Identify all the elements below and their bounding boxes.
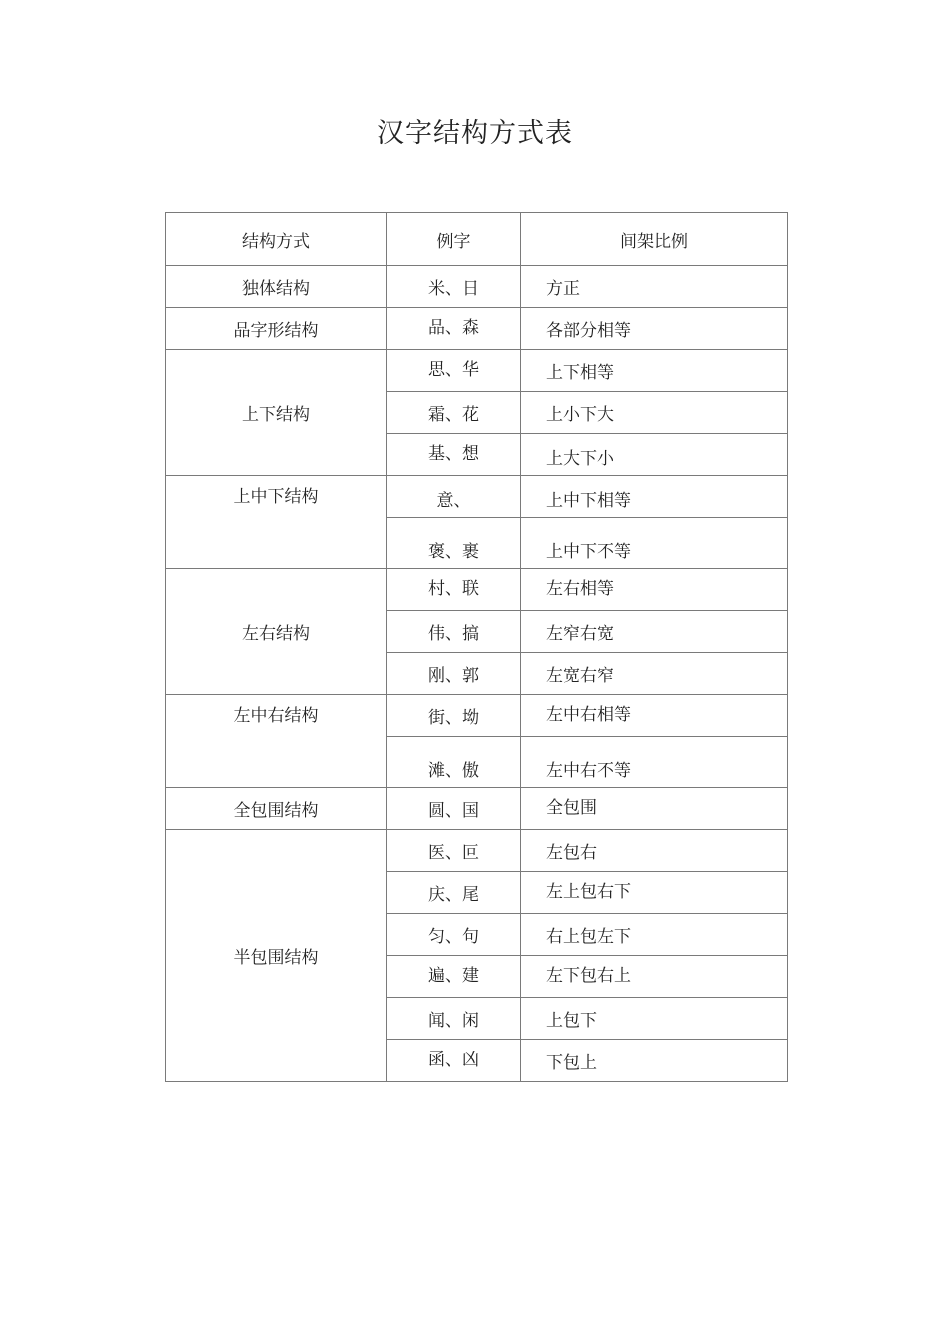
header-structure-type: 结构方式 [166, 213, 387, 266]
examples-cell: 品、森 [387, 308, 521, 350]
structure-type-cell: 独体结构 [166, 266, 387, 308]
structure-type-cell: 全包围结构 [166, 788, 387, 830]
examples-cell: 遍、建 [387, 956, 521, 998]
page-title: 汉字结构方式表 [377, 118, 573, 149]
ratio-cell: 左宽右窄 [521, 653, 788, 695]
header-examples: 例字 [387, 213, 521, 266]
ratio-cell: 上下相等 [521, 350, 788, 392]
examples-cell: 滩、傲 [387, 737, 521, 788]
examples-cell: 街、坳 [387, 695, 521, 737]
ratio-cell: 左下包右上 [521, 956, 788, 998]
table-row [166, 695, 788, 737]
examples-cell: 米、日 [387, 266, 521, 308]
structure-type-cell: 左右结构 [166, 569, 387, 695]
ratio-cell: 全包围 [521, 788, 788, 830]
table-row [166, 788, 788, 830]
table-row [166, 308, 788, 350]
table-row [166, 476, 788, 518]
examples-cell: 村、联 [387, 569, 521, 611]
ratio-cell: 方正 [521, 266, 788, 308]
examples-cell: 闻、闲 [387, 998, 521, 1040]
examples-cell: 圆、国 [387, 788, 521, 830]
structure-type-cell: 半包围结构 [166, 830, 387, 1082]
ratio-cell: 上包下 [521, 998, 788, 1040]
table-row [166, 569, 788, 611]
ratio-cell: 各部分相等 [521, 308, 788, 350]
ratio-cell: 左包右 [521, 830, 788, 872]
ratio-cell: 左右相等 [521, 569, 788, 611]
examples-cell: 医、叵 [387, 830, 521, 872]
table-row [166, 350, 788, 392]
examples-cell: 伟、搞 [387, 611, 521, 653]
examples-cell: 刚、郭 [387, 653, 521, 695]
structure-type-cell: 品字形结构 [166, 308, 387, 350]
ratio-cell: 左中右不等 [521, 737, 788, 788]
header-ratio: 间架比例 [521, 213, 788, 266]
table-row [166, 266, 788, 308]
header-row [166, 213, 788, 266]
ratio-cell: 上中下相等 [521, 476, 788, 518]
examples-cell: 匀、句 [387, 914, 521, 956]
ratio-cell: 下包上 [521, 1040, 788, 1082]
structure-type-cell: 左中右结构 [166, 695, 387, 788]
structure-table [165, 212, 788, 1082]
ratio-cell: 左中右相等 [521, 695, 788, 737]
ratio-cell: 上中下不等 [521, 518, 788, 569]
ratio-cell: 上小下大 [521, 392, 788, 434]
ratio-cell: 右上包左下 [521, 914, 788, 956]
structure-type-cell: 上中下结构 [166, 476, 387, 569]
examples-cell: 函、凶 [387, 1040, 521, 1082]
examples-cell: 思、华 [387, 350, 521, 392]
examples-cell: 霜、花 [387, 392, 521, 434]
examples-cell: 基、想 [387, 434, 521, 476]
structure-type-cell: 上下结构 [166, 350, 387, 476]
ratio-cell: 上大下小 [521, 434, 788, 476]
ratio-cell: 左窄右宽 [521, 611, 788, 653]
examples-cell: 庆、尾 [387, 872, 521, 914]
ratio-cell: 左上包右下 [521, 872, 788, 914]
examples-cell: 意、 [387, 476, 521, 518]
examples-cell: 褒、裹 [387, 518, 521, 569]
table-row [166, 830, 788, 872]
